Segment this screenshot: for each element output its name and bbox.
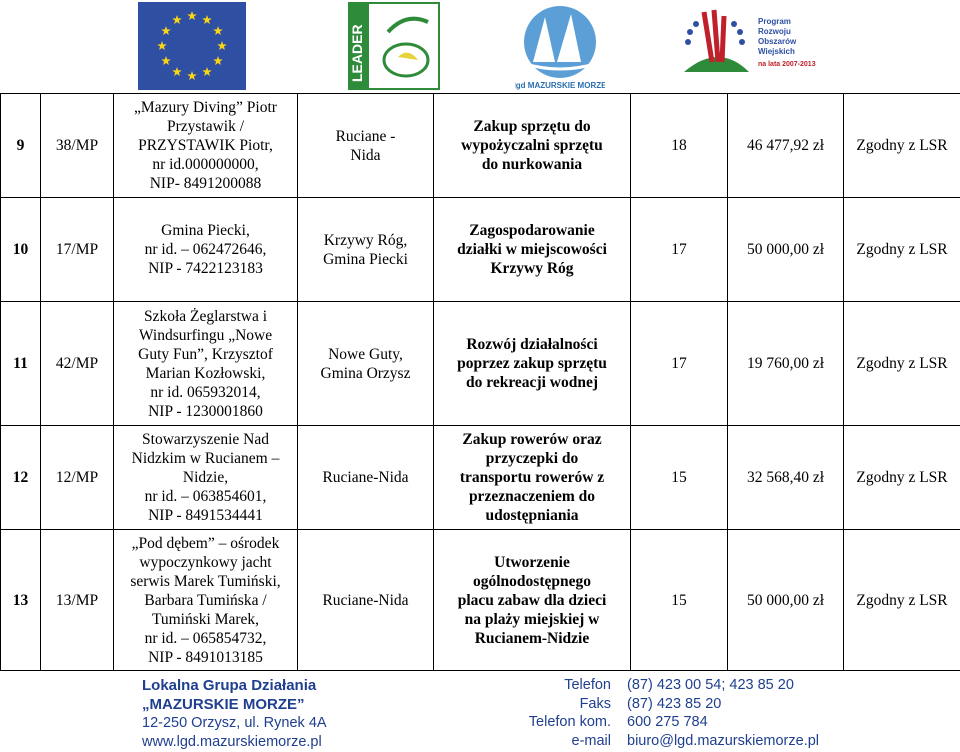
location-cell [298,426,434,530]
status-cell: Zgodny z LSR [844,198,960,302]
applicant-cell-line: wypoczynkowy jacht [117,553,294,572]
status-cell: Zgodny z LSR [844,302,960,426]
table-row [1,198,960,302]
points-cell: 15 [631,530,728,671]
amount-cell: 19 760,00 zł [728,302,844,426]
applicant-cell-line: nr id.000000000, [117,155,294,174]
applicant-cell [114,302,298,426]
prow-line-5: na lata 2007-2013 [758,61,816,68]
org-website-link[interactable]: www.lgd.mazurskiemorze.pl [142,733,327,752]
operation-title-cell-line: ogólnodostępnego [437,572,627,591]
applicant-cell-line: Marian Kozłowski, [117,364,294,383]
location-cell-line: Nida [301,146,430,165]
table-row [1,426,960,530]
operation-title-cell-line: przyczepki do [437,449,627,468]
contact-label-email: e-mail [525,732,611,751]
application-code: 12/MP [41,426,114,530]
operation-title-cell [434,426,631,530]
contact-labels [525,676,611,750]
contact-email-link[interactable]: biuro@lgd.mazurskiemorze.pl [627,732,819,751]
operation-title-cell [434,302,631,426]
contact-label-phone: Telefon [525,676,611,695]
application-code: 13/MP [41,530,114,671]
operation-title-cell-line: Utworzenie [437,553,627,572]
footer [0,674,960,751]
contact-label-fax: Faks [525,695,611,714]
applicant-cell-line: Gmina Piecki, [117,221,294,240]
location-cell [298,302,434,426]
operation-title-cell-line: do rekreacji wodnej [437,373,627,392]
applicant-cell-line: nr id. 065932014, [117,383,294,402]
operation-title-cell-line: działki w miejscowości [437,240,627,259]
location-cell [298,198,434,302]
operation-title-cell [434,530,631,671]
contact-phone: (87) 423 00 54; 423 85 20 [627,676,819,695]
org-address: 12-250 Orzysz, ul. Rynek 4A [142,714,327,733]
applicant-cell-line: nr id. – 065854732, [117,629,294,648]
row-number: 10 [1,198,41,302]
operation-title-cell-line: Krzywy Róg [437,259,627,278]
operation-title-cell [434,198,631,302]
logo-bar [0,0,960,93]
applicant-cell-line: Przystawik / [117,117,294,136]
operation-title-cell-line: poprzez zakup sprzętu [437,354,627,373]
applicant-cell-line: Barbara Tumińska / [117,591,294,610]
applicant-cell-line: Tumiński Marek, [117,610,294,629]
applicant-cell [114,426,298,530]
applicant-cell-line: nr id. – 062472646, [117,240,294,259]
points-cell: 17 [631,302,728,426]
location-cell [298,94,434,198]
applicant-cell-line: Stowarzyszenie Nad [117,430,294,449]
applicant-cell [114,530,298,671]
prow-line-2: Rozwoju [758,27,791,36]
applicant-cell [114,198,298,302]
applicant-cell-line: NIP - 8491013185 [117,648,294,667]
points-cell: 15 [631,426,728,530]
applicant-cell-line: Windsurfingu „Nowe [117,326,294,345]
lgd-wordmark: lgd MAZURSKIE MORZE [515,81,605,90]
location-cell-line: Ruciane-Nida [301,591,430,610]
applicant-cell-line: Nidzkim w Rucianem – [117,449,294,468]
amount-cell: 50 000,00 zł [728,198,844,302]
applicant-cell-line: NIP - 8491534441 [117,506,294,525]
applicant-cell-line: NIP - 7422123183 [117,259,294,278]
operation-title-cell-line: na plaży miejskiej w [437,610,627,629]
applicant-cell-line: „Pod dębem” – ośrodek [117,534,294,553]
applicant-cell-line: PRZYSTAWIK Piotr, [117,136,294,155]
applicant-cell-line: Szkoła Żeglarstwa i [117,307,294,326]
applicant-cell [114,94,298,198]
operation-title-cell-line: Rucianem-Nidzie [437,629,627,648]
table-row [1,302,960,426]
applications-table [0,93,960,671]
eu-flag-logo [138,2,246,90]
application-code: 17/MP [41,198,114,302]
row-number: 11 [1,302,41,426]
contact-fax: (87) 423 85 20 [627,695,819,714]
operation-title-cell-line: przeznaczeniem do [437,487,627,506]
org-brand: „MAZURSKIE MORZE” [142,695,327,714]
applicant-cell-line: serwis Marek Tumiński, [117,572,294,591]
applicant-cell-line: NIP - 1230001860 [117,402,294,421]
operation-title-cell [434,94,631,198]
lgd-mazurskie-morze-logo [515,2,605,90]
location-cell-line: Ruciane-Nida [301,468,430,487]
table-row [1,530,960,671]
status-cell: Zgodny z LSR [844,94,960,198]
location-cell-line: Krzywy Róg, [301,231,430,250]
row-number: 13 [1,530,41,671]
operation-title-cell-line: Zakup sprzętu do [437,117,627,136]
amount-cell: 32 568,40 zł [728,426,844,530]
operation-title-cell-line: Zakup rowerów oraz [437,430,627,449]
operation-title-cell-line: udostępniania [437,506,627,525]
points-cell: 17 [631,198,728,302]
contact-mobile: 600 275 784 [627,713,819,732]
applicant-cell-line: Guty Fun”, Krzysztof [117,345,294,364]
application-code: 42/MP [41,302,114,426]
points-cell: 18 [631,94,728,198]
leader-wordmark: LEADER [349,24,365,82]
footer-organization [142,676,327,752]
prow-line-3: Obszarów [758,37,797,46]
application-code: 38/MP [41,94,114,198]
status-cell: Zgodny z LSR [844,530,960,671]
org-name: Lokalna Grupa Działania [142,676,327,695]
operation-title-cell-line: wypożyczalni sprzętu [437,136,627,155]
applicant-cell-line: Nidzie, [117,468,294,487]
location-cell-line: Nowe Guty, [301,345,430,364]
operation-title-cell-line: Rozwój działalności [437,335,627,354]
applicant-cell-line: NIP- 8491200088 [117,174,294,193]
table-row [1,94,960,198]
status-cell: Zgodny z LSR [844,426,960,530]
prow-line-1: Program [758,17,791,26]
operation-title-cell-line: placu zabaw dla dzieci [437,591,627,610]
amount-cell: 46 477,92 zł [728,94,844,198]
operation-title-cell-line: transportu rowerów z [437,468,627,487]
contact-values [627,676,819,750]
row-number: 12 [1,426,41,530]
location-cell-line: Gmina Piecki [301,250,430,269]
contact-label-mobile: Telefon kom. [525,713,611,732]
amount-cell: 50 000,00 zł [728,530,844,671]
operation-title-cell-line: Zagospodarowanie [437,221,627,240]
prow-logo [674,2,824,90]
applicant-cell-line: nr id. – 063854601, [117,487,294,506]
location-cell-line: Gmina Orzysz [301,364,430,383]
leader-logo [348,2,440,90]
location-cell-line: Ruciane - [301,127,430,146]
location-cell [298,530,434,671]
row-number: 9 [1,94,41,198]
applicant-cell-line: „Mazury Diving” Piotr [117,98,294,117]
prow-line-4: Wiejskich [758,47,795,56]
operation-title-cell-line: do nurkowania [437,155,627,174]
